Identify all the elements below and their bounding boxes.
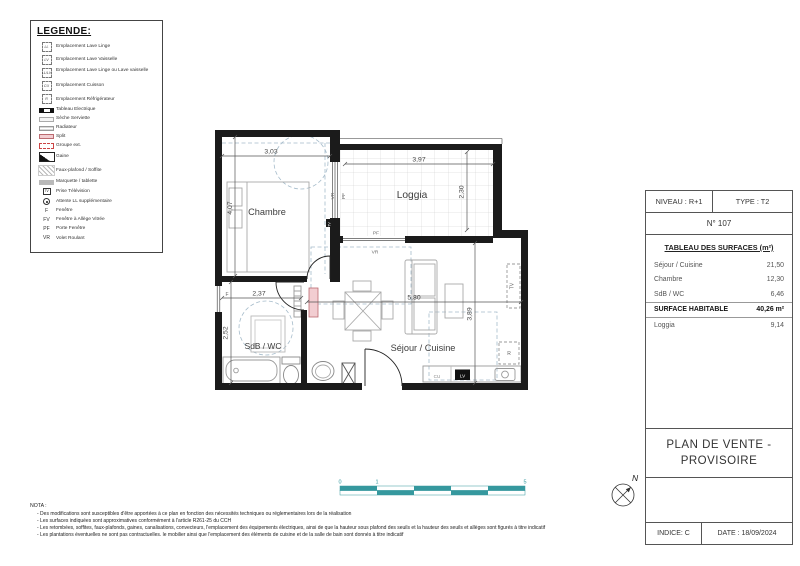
fenetre-code: F <box>44 208 49 215</box>
porte-fenetre-code: PF <box>43 226 50 233</box>
scale-label-0: 0 <box>338 479 342 486</box>
legend-item-radiateur: Radiateur <box>37 125 158 131</box>
legend-box <box>30 20 163 253</box>
niveau-cell: NIVEAU : R+1 <box>646 191 713 212</box>
side-table <box>445 284 463 318</box>
legend-item-attente-ll: Attente LL supplémentaire <box>37 198 158 205</box>
nota-line: - Les surfaces indiquées sont approximatives conformément à l'article R261-25 du CCH <box>37 517 232 524</box>
tag-f-sdb: F <box>225 292 229 298</box>
room-label-sdb: SdB / WC <box>244 341 282 351</box>
date-cell: DATE : 18/09/2024 <box>717 530 777 537</box>
legend-item-cuisson: CU Emplacement Cuisson <box>37 81 158 91</box>
wc-bowl <box>284 366 299 385</box>
legend-item-volet-roulant: VR Volet Roulant <box>43 235 85 242</box>
dim-sejour-depth: 3,89 <box>466 307 474 321</box>
porte-fenetre-sejour <box>343 236 405 243</box>
sofa-cushion <box>414 298 435 330</box>
tableau-electrique-icon <box>39 108 54 113</box>
attente-ll-icon <box>43 198 50 205</box>
surface-row-sdb: SdB / WC 6,46 <box>654 290 784 298</box>
lave-vaisselle-emplacement-icon: LV <box>42 55 52 65</box>
wc-tank <box>282 357 300 364</box>
dim-loggia-depth: 2,30 <box>458 185 466 199</box>
tag-vr-loggia: VR <box>371 250 379 256</box>
floor-plan-drawing <box>205 118 535 403</box>
volet-roulant-code: VR <box>43 235 50 242</box>
room-label-chambre: Chambre <box>248 207 286 217</box>
nota-block <box>30 503 690 540</box>
legend-item-fenetre-allege: FV Fenêtre à Allège Vitrée <box>43 217 105 224</box>
washbasin-inner <box>316 365 331 378</box>
legend-item-lave-linge-ou-vaisselle: LL/LV Emplacement Lave Linge ou Lave vaisselle <box>37 68 158 78</box>
dim-sejour-width: 5,80 <box>407 294 421 302</box>
tag-pf-chambre: PF <box>342 192 347 200</box>
dim-sdb-width: 2,37 <box>252 290 266 298</box>
faux-plafond-hall-zone <box>311 247 411 304</box>
split-unit <box>309 288 318 317</box>
dim-loggia-width: 3,97 <box>412 156 426 164</box>
title-block-level-row <box>646 191 792 213</box>
legend-item-faux-plafond: Faux-plafond / Soffite <box>37 165 158 176</box>
prise-television-icon: TV <box>44 189 49 194</box>
room-label-loggia: Loggia <box>396 190 428 201</box>
legend-item-lave-linge: LL Emplacement Lave Linge <box>37 42 158 52</box>
lave-linge-ou-vaisselle-icon: LL/LV <box>42 68 52 78</box>
gaine-box <box>342 363 355 385</box>
chair <box>353 331 371 341</box>
legend-item-lave-vaisselle: LV Emplacement Lave Vaisselle <box>37 55 158 65</box>
legend-item-split: Split <box>37 134 158 140</box>
legend-item-gaine: Gaine <box>37 152 158 162</box>
chambre-door-arc <box>307 256 330 279</box>
lave-linge-emplacement-icon: LL <box>42 42 52 52</box>
indice-cell: INDICE: C <box>646 523 702 544</box>
chair <box>353 281 371 291</box>
surfaces-table-title: TABLEAU DES SURFACES (m²) <box>664 243 774 252</box>
scale-bar-segments <box>340 486 525 495</box>
legend-item-seche-serviette: Sèche Serviette <box>37 116 158 122</box>
tag-pf-loggia: PF <box>372 231 380 237</box>
scale-bar <box>332 477 532 504</box>
dim-chambre-width: 3,03 <box>264 148 278 156</box>
title-block <box>645 190 793 545</box>
gaine-icon <box>39 152 55 162</box>
groupe-exterieur-icon <box>39 143 54 149</box>
surfaces-table <box>646 258 792 333</box>
surface-row-chambre: Chambre 12,30 <box>654 276 784 284</box>
tag-vr-chambre: VR <box>331 192 336 200</box>
legend-item-fenetre: F Fenêtre <box>44 208 73 215</box>
cuisson-emplacement-icon: CU <box>42 81 52 91</box>
legend-item-groupe-ext: Groupe ext. <box>37 143 158 149</box>
split-icon <box>39 134 54 139</box>
legend-item-porte-fenetre: PF Porte Fenêtre <box>43 226 86 233</box>
scale-label-1: 1 <box>375 479 379 486</box>
faux-plafond-icon <box>38 165 55 176</box>
type-cell: TYPE : T2 <box>735 197 770 206</box>
bathtub-drain <box>234 368 239 373</box>
seche-serviette <box>294 286 301 317</box>
tablette-icon <box>39 180 54 185</box>
legend-item-tableau-electrique: Tableau Electrique <box>37 107 158 113</box>
scale-label-5: 5 <box>523 479 527 486</box>
tag-cuisson: CU <box>433 374 441 379</box>
dim-sdb-height: 2,52 <box>222 326 230 340</box>
entrance-door-arc <box>365 349 402 386</box>
plan-stamp: PLAN DE VENTE - PROVISOIRE <box>646 428 792 478</box>
seche-serviette-icon <box>39 117 54 122</box>
legend-title: LEGENDE: <box>37 26 92 37</box>
nota-title: NOTA : <box>30 503 47 509</box>
legend-item-tablette: Marquette / tablette <box>37 179 158 185</box>
nota-line: - Les plantations éventuelles ne sont pas contractuelles. le mobilier ainsi que l'emplacement des éléments de cuisine et de la salle de bain sont donnés à titre indicatif <box>37 532 404 539</box>
legend-item-refrigerateur: R Emplacement Réfrigérateur <box>37 94 158 104</box>
surface-row-sejour: Séjour / Cuisine 21,50 <box>654 261 784 269</box>
surface-row-loggia: Loggia 9,14 <box>654 321 784 329</box>
nota-line: - Des modifications sont susceptibles d'être apportées à ce plan en fonction des nécessités techniques ou réglementaires lors de la réalisation <box>37 510 352 517</box>
legend-item-prise-tv: TV Prise Télévision <box>44 188 90 194</box>
fenetre-allege-code: FV <box>43 217 50 224</box>
nota-line: - Les retombées, soffites, faux-plafonds, gaines, canalisations, convecteurs, l'emplacement des équipements électriques, ainsi de que la hauteur sous plafond des seuils et la hauteur des seuils et allèges sont figurés à titre indicatif <box>37 525 546 531</box>
tag-tv-chambre: TV <box>327 222 332 227</box>
sofa-cushion <box>414 264 435 296</box>
radiateur-icon <box>39 126 54 131</box>
floor-plan <box>205 118 535 408</box>
room-label-sejour: Séjour / Cuisine <box>390 343 456 353</box>
lot-number: N° 107 <box>646 213 792 235</box>
north-label: N <box>632 473 639 483</box>
bed <box>227 182 309 272</box>
refrigerateur-emplacement-icon: R <box>42 94 52 104</box>
surface-row-habitable: SURFACE HABITABLE 40,26 m² <box>646 302 792 319</box>
tag-tv-sejour: TV <box>509 282 516 290</box>
tag-lave-vaisselle: LV <box>459 373 466 379</box>
dim-chambre-height: 4,07 <box>227 201 234 215</box>
kitchen-sink <box>495 369 515 381</box>
tag-refrigerateur: R <box>507 351 511 357</box>
